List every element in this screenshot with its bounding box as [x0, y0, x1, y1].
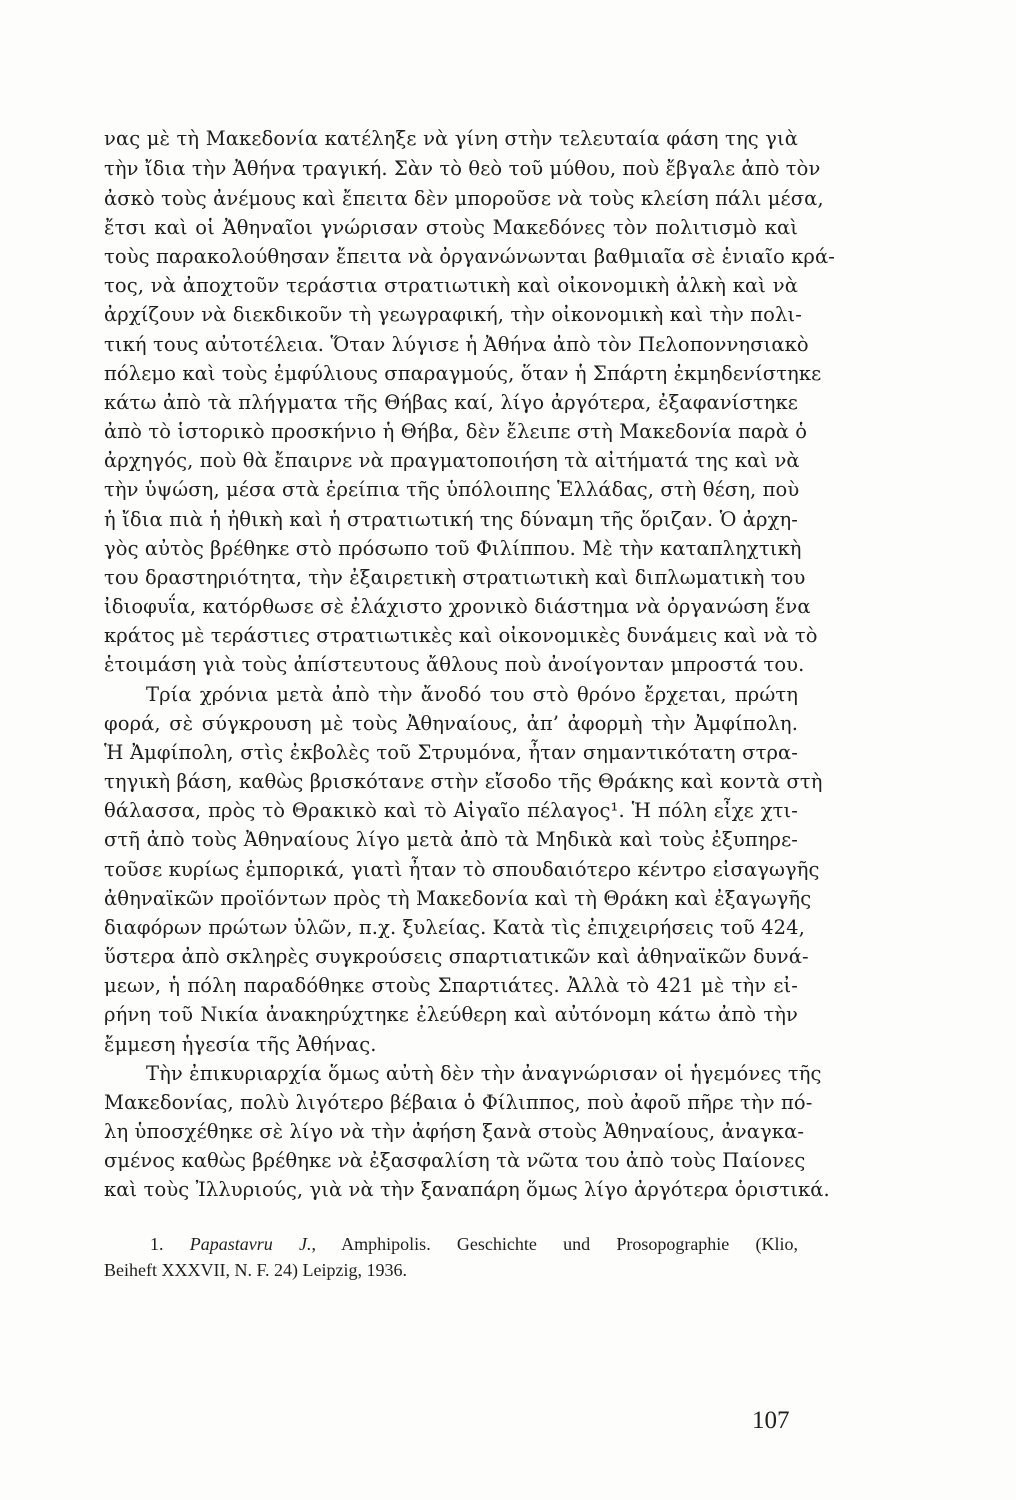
footnote-citation: , Amphipolis. Geschichte und Prosopographie (Klio, [311, 1234, 799, 1254]
text-line: ἀρχίζουν νὰ διεκδικοῦν τὴ γεωγραφική, τὴν οἰκονομικὴ καὶ τὴν πολι- [104, 303, 802, 326]
page-number: 107 [752, 1407, 790, 1434]
text-line: διαφόρων πρώτων ὑλῶν, π.χ. ξυλείας. Κατὰ τὶς ἐπιχειρήσεις τοῦ 424, [104, 916, 805, 939]
text-line: φορά, σὲ σύγκρουση μὲ τοὺς Ἀθηναίους, ἀπ’ ἀφορμὴ τὴν Ἀμφίπολη. [104, 712, 798, 735]
paragraph-start-line: Τρία χρόνια μετὰ ἀπὸ τὴν ἄνοδό του στὸ θρόνο ἔρχεται, πρώτη [146, 683, 798, 706]
text-line: μεων, ἡ πόλη παραδόθηκε στοὺς Σπαρτιάτες. Ἀλλὰ τὸ 421 μὲ τὴν εἰ- [104, 974, 798, 997]
text-line: ὕστερα ἀπὸ σκληρὲς συγκρούσεις σπαρτιατικῶν καὶ ἀθηναϊκῶν δυνά- [104, 945, 809, 968]
text-line: πόλεμο καὶ τοὺς ἐμφύλιους σπαραγμούς, ὅταν ἡ Σπάρτη ἐκμηδενίστηκε [104, 362, 822, 385]
text-line: ἀθηναϊκῶν προϊόντων πρὸς τὴ Μακεδονία καὶ τὴ Θράκη καὶ ἐξαγωγῆς [104, 887, 812, 910]
text-line: σμένος καθὼς βρέθηκε νὰ ἐξασφαλίση τὰ νῶτα του ἀπὸ τοὺς Παίονες [104, 1149, 806, 1172]
text-line: νας μὲ τὴ Μακεδονία κατέληξε νὰ γίνη στὴν τελευταία φάση της γιὰ [104, 127, 798, 150]
text-line: τὴν ὑψώση, μέσα στὰ ἐρείπια τῆς ὑπόλοιπης Ἑλλάδας, στὴ θέση, ποὺ [104, 478, 800, 501]
text-line: λη ὑποσχέθηκε σὲ λίγο νὰ τὴν ἀφήση ξανὰ στοὺς Ἀθηναίους, ἀναγκα- [104, 1120, 805, 1143]
text-line: ἔτσι καὶ οἱ Ἀθηναῖοι γνώρισαν στοὺς Μακεδόνες τὸν πολιτισμὸ καὶ [104, 216, 798, 239]
text-line: ἔμμεση ἡγεσία τῆς Ἀθήνας. [104, 1033, 377, 1056]
text-line: τοῦσε κυρίως ἐμπορικά, γιατὶ ἦταν τὸ σπουδαιότερο κέντρο εἰσαγωγῆς [104, 858, 820, 881]
text-line: ἑτοιμάση γιὰ τοὺς ἀπίστευτους ἄθλους ποὺ ἀνοίγονταν μπροστά του. [104, 653, 805, 676]
footnote-line: Beiheft XXXVII, N. F. 24) Leipzig, 1936. [104, 1260, 408, 1280]
text-line: ἀπὸ τὸ ἱστορικὸ προσκήνιο ἡ Θήβα, δὲν ἔλειπε στὴ Μακεδονία παρὰ ὁ [104, 420, 808, 443]
text-line: γὸς αὐτὸς βρέθηκε στὸ πρόσωπο τοῦ Φιλίππου. Μὲ τὴν καταπληχτικὴ [104, 537, 802, 560]
text-line: ἰδιοφυΐα, κατόρθωσε σὲ ἐλάχιστο χρονικὸ διάστημα νὰ ὀργανώση ἕνα [104, 595, 811, 618]
text-line: τική τους αὐτοτέλεια. Ὅταν λύγισε ἡ Ἀθήνα ἀπὸ τὸν Πελοποννησιακὸ [104, 333, 809, 356]
footnote-line [150, 1233, 798, 1255]
text-line: ἀρχηγός, ποὺ θὰ ἔπαιρνε νὰ πραγματοποιήση τὰ αἰτήματά της καὶ νὰ [104, 449, 800, 472]
text-line: στῆ ἀπὸ τοὺς Ἀθηναίους λίγο μετὰ ἀπὸ τὰ Μηδικὰ καὶ τοὺς ἐξυπηρε- [104, 828, 798, 851]
paragraph-start-line: Τὴν ἐπικυριαρχία ὅμως αὐτὴ δὲν τὴν ἀναγνώρισαν οἱ ἡγεμόνες τῆς [146, 1062, 822, 1085]
text-line: Μακεδονίας, πολὺ λιγότερο βέβαια ὁ Φίλιππος, ποὺ ἀφοῦ πῆρε τὴν πό- [104, 1091, 813, 1114]
text-line: τος, νὰ ἀποχτοῦν τεράστια στρατιωτικὴ καὶ οἰκονομικὴ ἀλκὴ καὶ νὰ [104, 274, 798, 297]
text-line: κράτος μὲ τεράστιες στρατιωτικὲς καὶ οἰκονομικὲς δυνάμεις καὶ νὰ τὸ [104, 624, 818, 647]
footnote-author: Papastavru J. [189, 1234, 312, 1254]
text-line: ἡ ἴδια πιὰ ἡ ἠθικὴ καὶ ἡ στρατιωτική της δύναμη τῆς ὅριζαν. Ὁ ἀρχη- [104, 508, 798, 531]
text-line: ἀσκὸ τοὺς ἀνέμους καὶ ἔπειτα δὲν μποροῦσε νὰ τοὺς κλείση πάλι μέσα, [104, 187, 824, 210]
text-line: τὴν ἴδια τὴν Ἀθήνα τραγική. Σὰν τὸ θεὸ τοῦ μύθου, ποὺ ἔβγαλε ἀπὸ τὸν [104, 157, 821, 180]
text-line: τοὺς παρακολούθησαν ἔπειτα νὰ ὀργανώνωνται βαθμιαῖα σὲ ἑνιαῖο κρά- [104, 245, 835, 268]
text-line: θάλασσα, πρὸς τὸ Θρακικὸ καὶ τὸ Αἰγαῖο πέλαγος¹. Ἡ πόλη εἶχε χτι- [104, 799, 798, 822]
text-line: κάτω ἀπὸ τὰ πλήγματα τῆς Θήβας καί, λίγο ἀργότερα, ἐξαφανίστηκε [104, 391, 798, 414]
text-line: του δραστηριότητα, τὴν ἐξαιρετικὴ στρατιωτικὴ καὶ διπλωματικὴ του [104, 566, 806, 589]
text-line: τηγικὴ βάση, καθὼς βρισκότανε στὴν εἴσοδο τῆς Θράκης καὶ κοντὰ στὴ [104, 770, 823, 793]
text-line: ρήνη τοῦ Νικία ἀνακηρύχτηκε ἐλεύθερη καὶ αὐτόνομη κάτω ἀπὸ τὴν [104, 1003, 798, 1026]
footnote-number: 1. [150, 1234, 164, 1254]
text-line: Ἡ Ἀμφίπολη, στὶς ἐκβολὲς τοῦ Στρυμόνα, ἦταν σημαντικότατη στρα- [104, 741, 798, 764]
text-line: καὶ τοὺς Ἰλλυριούς, γιὰ νὰ τὴν ξαναπάρη ὅμως λίγο ἀργότερα ὁριστικά. [104, 1178, 830, 1201]
